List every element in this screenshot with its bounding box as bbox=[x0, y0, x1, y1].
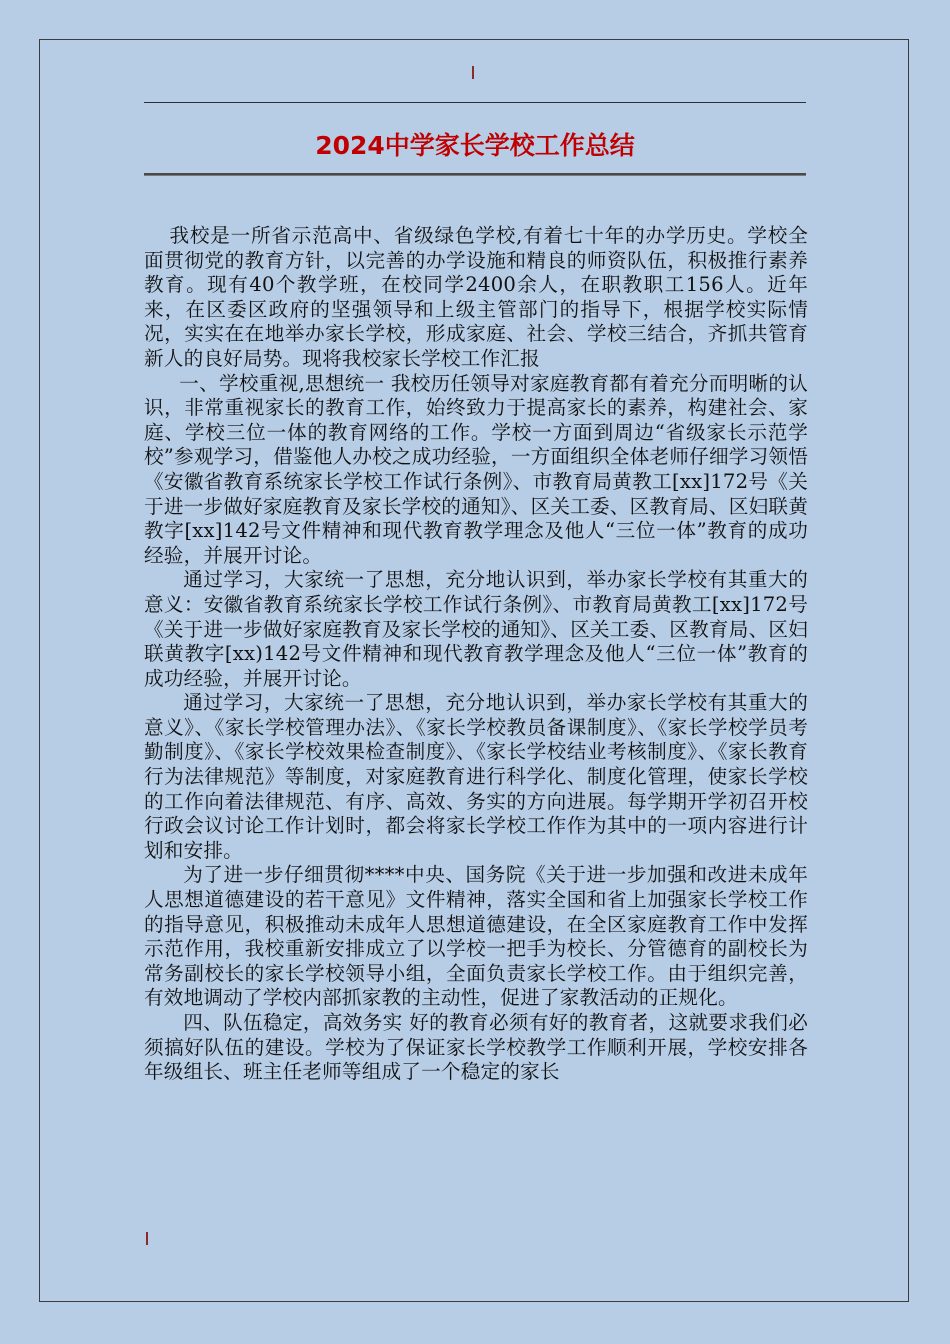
title-rule bbox=[144, 173, 806, 176]
footer-mark bbox=[146, 1232, 148, 1245]
header-rule bbox=[144, 102, 806, 103]
header-mark bbox=[472, 66, 474, 79]
paragraph-section-one: 一、学校重视,思想统一 我校历任领导对家庭教育都有着充分而明晰的认识，非常重视家长的教育工作，始终致力于提高家长的素养，构建社会、家庭、学校三位一体的教育网络的工作。学校一方面到周边“省级家长示范学校”参观学习，借鉴他人办校之成功经验，一方面组织全体老师仔细学习领悟《安徽省教育系统家长学校工作试行条例》、市教育局黄教工[xx]172号《关于进一步做好家庭教育及家长学校的通知》、区关工委、区教育局、区妇联黄教字[xx]142号文件精神和现代教育教学理念及他人“三位一体”教育的成功经验，并展开讨论。 bbox=[144, 371, 808, 567]
paragraph-study-two: 通过学习，大家统一了思想，充分地认识到，举办家长学校有其重大的意义》、《家长学校管理办法》、《家长学校教员备课制度》、《家长学校学员考勤制度》、《家长学校效果检查制度》、《家长学校结业考核制度》、《家长教育行为法律规范》等制度，对家庭教育进行科学化、制度化管理，使家长学校的工作向着法律规范、有序、高效、务实的方向进展。每学期开学初召开校行政会议讨论工作计划时，都会将家长学校工作作为其中的一项内容进行计划和安排。 bbox=[144, 691, 808, 862]
document-title: 2024中学家长学校工作总结 bbox=[315, 131, 635, 160]
document-body bbox=[144, 224, 808, 1085]
paragraph-section-four: 四、队伍稳定，高效务实 好的教育必须有好的教育者，这就要求我们必须搞好队伍的建设。学校为了保证家长学校教学工作顺利开展，学校安排各年级组长、班主任老师等组成了一个稳定的家长 bbox=[144, 1011, 808, 1084]
paragraph-intro: 我校是一所省示范高中、省级绿色学校,有着七十年的办学历史。学校全面贯彻党的教育方针，以完善的办学设施和精良的师资队伍，积极推行素养教育。现有40个教学班，在校同学2400余人，在职教职工156人。近年来，在区委区政府的坚强领导和上级主管部门的指导下，根据学校实际情况，实实在在地举办家长学校，形成家庭、社会、学校三结合，齐抓共管育新人的良好局势。现将我校家长学校工作汇报 bbox=[144, 224, 808, 370]
paragraph-leadership: 为了进一步仔细贯彻****中央、国务院《关于进一步加强和改进未成年人思想道德建设的若干意见》文件精神，落实全国和省上加强家长学校工作的指导意见，积极推动未成年人思想道德建设，在全区家庭教育工作中发挥示范作用，我校重新安排成立了以学校一把手为校长、分管德育的副校长为常务副校长的家长学校领导小组，全面负责家长学校工作。由于组织完善，有效地调动了学校内部抓家教的主动性，促进了家教活动的正规化。 bbox=[144, 863, 808, 1010]
paragraph-study-one: 通过学习，大家统一了思想，充分地认识到，举办家长学校有其重大的意义：安徽省教育系统家长学校工作试行条例》、市教育局黄教工[xx]172号《关于进一步做好家庭教育及家长学校的通知》、区关工委、区教育局、区妇联黄教字[xx)142号文件精神和现代教育教学理念及他人“三位一体”教育的成功经验，并展开讨论。 bbox=[144, 568, 808, 690]
